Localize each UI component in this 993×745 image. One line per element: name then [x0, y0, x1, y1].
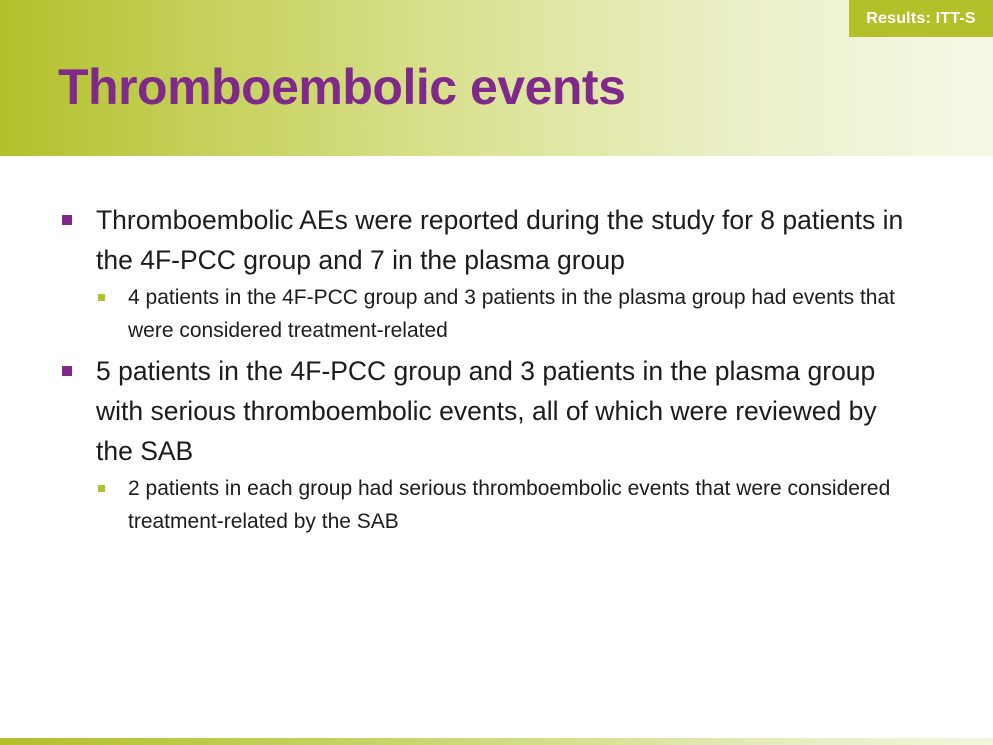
square-sub-bullet-icon	[98, 294, 105, 301]
sub-bullet-item	[96, 472, 920, 538]
sub-bullet-item	[96, 281, 920, 347]
footer-band	[0, 738, 993, 745]
bullet-text: Thromboembolic AEs were reported during the study for 8 patients in the 4F-PCC group and 7 in the plasma group	[96, 205, 904, 275]
square-sub-bullet-icon	[98, 485, 105, 492]
bullet-item	[60, 200, 920, 280]
sub-bullet-text: 4 patients in the 4F-PCC group and 3 patients in the plasma group had events that were considered treatment-related	[128, 286, 895, 342]
slide-title: Thromboembolic events	[58, 59, 626, 115]
bullet-item	[60, 351, 920, 471]
section-tag: Results: ITT-S	[849, 0, 993, 37]
bullet-text: 5 patients in the 4F-PCC group and 3 patients in the plasma group with serious thromboembolic events, all of which were reviewed by the SAB	[96, 356, 877, 466]
square-bullet-icon	[62, 215, 72, 225]
square-bullet-icon	[62, 366, 72, 376]
bullet-list	[60, 200, 920, 538]
sub-bullet-text: 2 patients in each group had serious thromboembolic events that were considered treatment-related by the SAB	[128, 477, 891, 533]
